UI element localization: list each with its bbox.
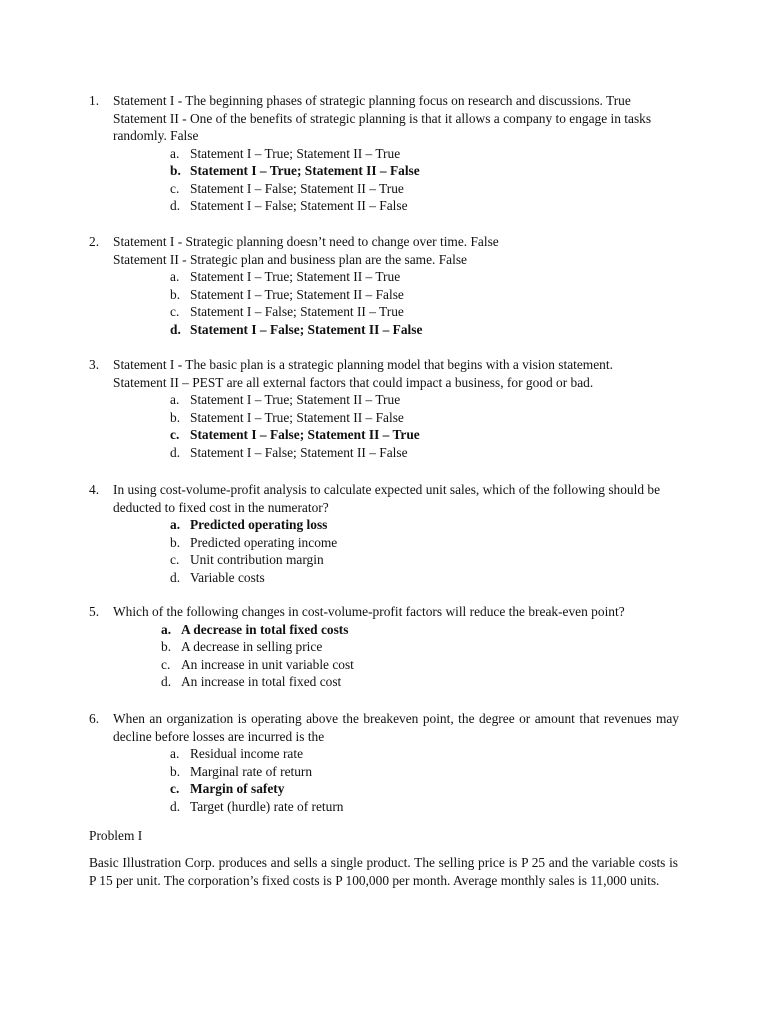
choice-text: Statement I – True; Statement II – False: [190, 409, 404, 425]
choice-letter: a.: [170, 145, 180, 161]
choice-list: [170, 145, 679, 215]
choice-letter: c.: [170, 304, 180, 319]
choice-a: [170, 745, 679, 763]
choice-b: [170, 763, 679, 781]
question-2: [89, 233, 679, 338]
choice-b: [170, 162, 679, 180]
choice-text: Statement I – True; Statement II – False: [190, 286, 404, 302]
question-number: 2.: [89, 234, 100, 249]
statement-1: Statement I - The basic plan is a strategic planning model that begins with a vision statement.: [113, 357, 613, 372]
choice-text: An increase in unit variable cost: [181, 656, 354, 672]
choice-text: Statement I – True; Statement II – True: [190, 145, 401, 161]
choice-letter: d.: [170, 569, 181, 585]
choice-letter: b.: [161, 639, 172, 654]
problem-body: Basic Illustration Corp. produces and sells a single product. The selling price is P 25 and the variable costs is P 15 per unit. The corporation’s fixed costs is P 100,000 per month. Average monthly sales is 11,000 units.: [89, 855, 678, 888]
question-number: 4.: [89, 482, 100, 497]
choice-d: [170, 321, 679, 339]
choice-text: Predicted operating loss: [190, 517, 328, 532]
statement-1: Statement I - The beginning phases of strategic planning focus on research and discussions. True: [113, 93, 631, 108]
choice-letter: d.: [170, 798, 181, 814]
choice-letter: b.: [170, 286, 181, 302]
choice-text: A decrease in selling price: [181, 639, 323, 654]
choice-letter: b.: [170, 763, 181, 779]
choice-list: [170, 268, 679, 338]
choice-b: [161, 638, 679, 656]
question-number: 5.: [89, 604, 100, 619]
statement-2: Statement II - One of the benefits of strategic planning is that it allows a company to engage in tasks randomly. False: [113, 110, 652, 143]
choice-text: Statement I – True; Statement II – False: [190, 163, 420, 178]
choice-letter: c.: [170, 781, 180, 796]
choice-a: [170, 145, 679, 163]
choice-text: Statement I – False; Statement II – False: [190, 321, 423, 337]
choice-b: [170, 286, 679, 304]
question-4: [89, 481, 679, 586]
question-number: 6.: [89, 711, 100, 726]
question-3: [89, 356, 679, 461]
question-6: [89, 710, 679, 815]
choice-letter: a.: [170, 392, 180, 407]
question-1: [89, 92, 679, 215]
choice-text: Marginal rate of return: [190, 763, 313, 779]
choice-letter: c.: [170, 427, 180, 442]
choice-list: [161, 621, 679, 691]
problem-heading: Problem I: [89, 828, 143, 843]
choice-letter: d.: [170, 321, 181, 337]
question-text: In using cost-volume-profit analysis to calculate expected unit sales, which of the following should be deducted to fixed cost in the numerator?: [113, 482, 661, 515]
choice-letter: c.: [170, 180, 180, 196]
choice-text: Margin of safety: [190, 781, 285, 796]
question-5: [89, 603, 679, 691]
choice-d: [170, 197, 679, 215]
choice-text: An increase in total fixed cost: [181, 674, 342, 689]
choice-b: [170, 409, 679, 427]
choice-letter: d.: [170, 444, 181, 460]
choice-letter: b.: [170, 163, 181, 178]
choice-text: A decrease in total fixed costs: [181, 621, 349, 637]
choice-text: Residual income rate: [190, 746, 304, 761]
choice-c: [170, 180, 679, 198]
choice-letter: b.: [170, 409, 181, 425]
choice-a: [170, 391, 679, 409]
choice-letter: a.: [170, 746, 180, 761]
question-text: Which of the following changes in cost-volume-profit factors will reduce the break-even point?: [113, 604, 625, 619]
choice-list: [170, 516, 679, 586]
choice-text: Statement I – False; Statement II – True: [190, 304, 404, 319]
choice-text: Unit contribution margin: [190, 552, 324, 567]
choice-letter: b.: [170, 534, 181, 550]
choice-letter: a.: [170, 269, 180, 284]
statement-2: Statement II - Strategic plan and business plan are the same. False: [113, 251, 468, 267]
choice-text: Statement I – False; Statement II – True: [190, 180, 404, 196]
choice-text: Variable costs: [190, 569, 265, 585]
choice-c: [161, 656, 679, 674]
choice-letter: c.: [170, 552, 180, 567]
choice-letter: d.: [161, 674, 172, 689]
choice-b: [170, 534, 679, 552]
choice-list: [170, 391, 679, 461]
choice-letter: c.: [161, 656, 171, 672]
choice-text: Predicted operating income: [190, 534, 338, 550]
choice-letter: a.: [170, 517, 181, 532]
choice-a: [170, 268, 679, 286]
choice-c: [170, 426, 679, 444]
choice-d: [161, 673, 679, 691]
choice-text: Statement I – False; Statement II – True: [190, 427, 420, 442]
statement-1: Statement I - Strategic planning doesn’t need to change over time. False: [113, 234, 499, 249]
choice-c: [170, 551, 679, 569]
choice-text: Statement I – False; Statement II – False: [190, 444, 408, 460]
question-number: 3.: [89, 357, 100, 372]
choice-letter: d.: [170, 198, 181, 213]
question-text: When an organization is operating above the breakeven point, the degree or amount that revenues may decline before losses are incurred is the: [113, 711, 679, 744]
choice-text: Statement I – False; Statement II – False: [190, 198, 408, 213]
choice-a: [161, 621, 679, 639]
choice-list: [170, 745, 679, 815]
choice-d: [170, 569, 679, 587]
choice-c: [170, 780, 679, 798]
choice-d: [170, 798, 679, 816]
choice-text: Statement I – True; Statement II – True: [190, 392, 401, 407]
choice-letter: a.: [161, 621, 172, 637]
choice-text: Statement I – True; Statement II – True: [190, 269, 401, 284]
choice-d: [170, 444, 679, 462]
choice-c: [170, 303, 679, 321]
choice-text: Target (hurdle) rate of return: [190, 798, 344, 814]
question-number: 1.: [89, 93, 100, 108]
choice-a: [170, 516, 679, 534]
statement-2: Statement II – PEST are all external factors that could impact a business, for good or bad.: [113, 374, 594, 390]
